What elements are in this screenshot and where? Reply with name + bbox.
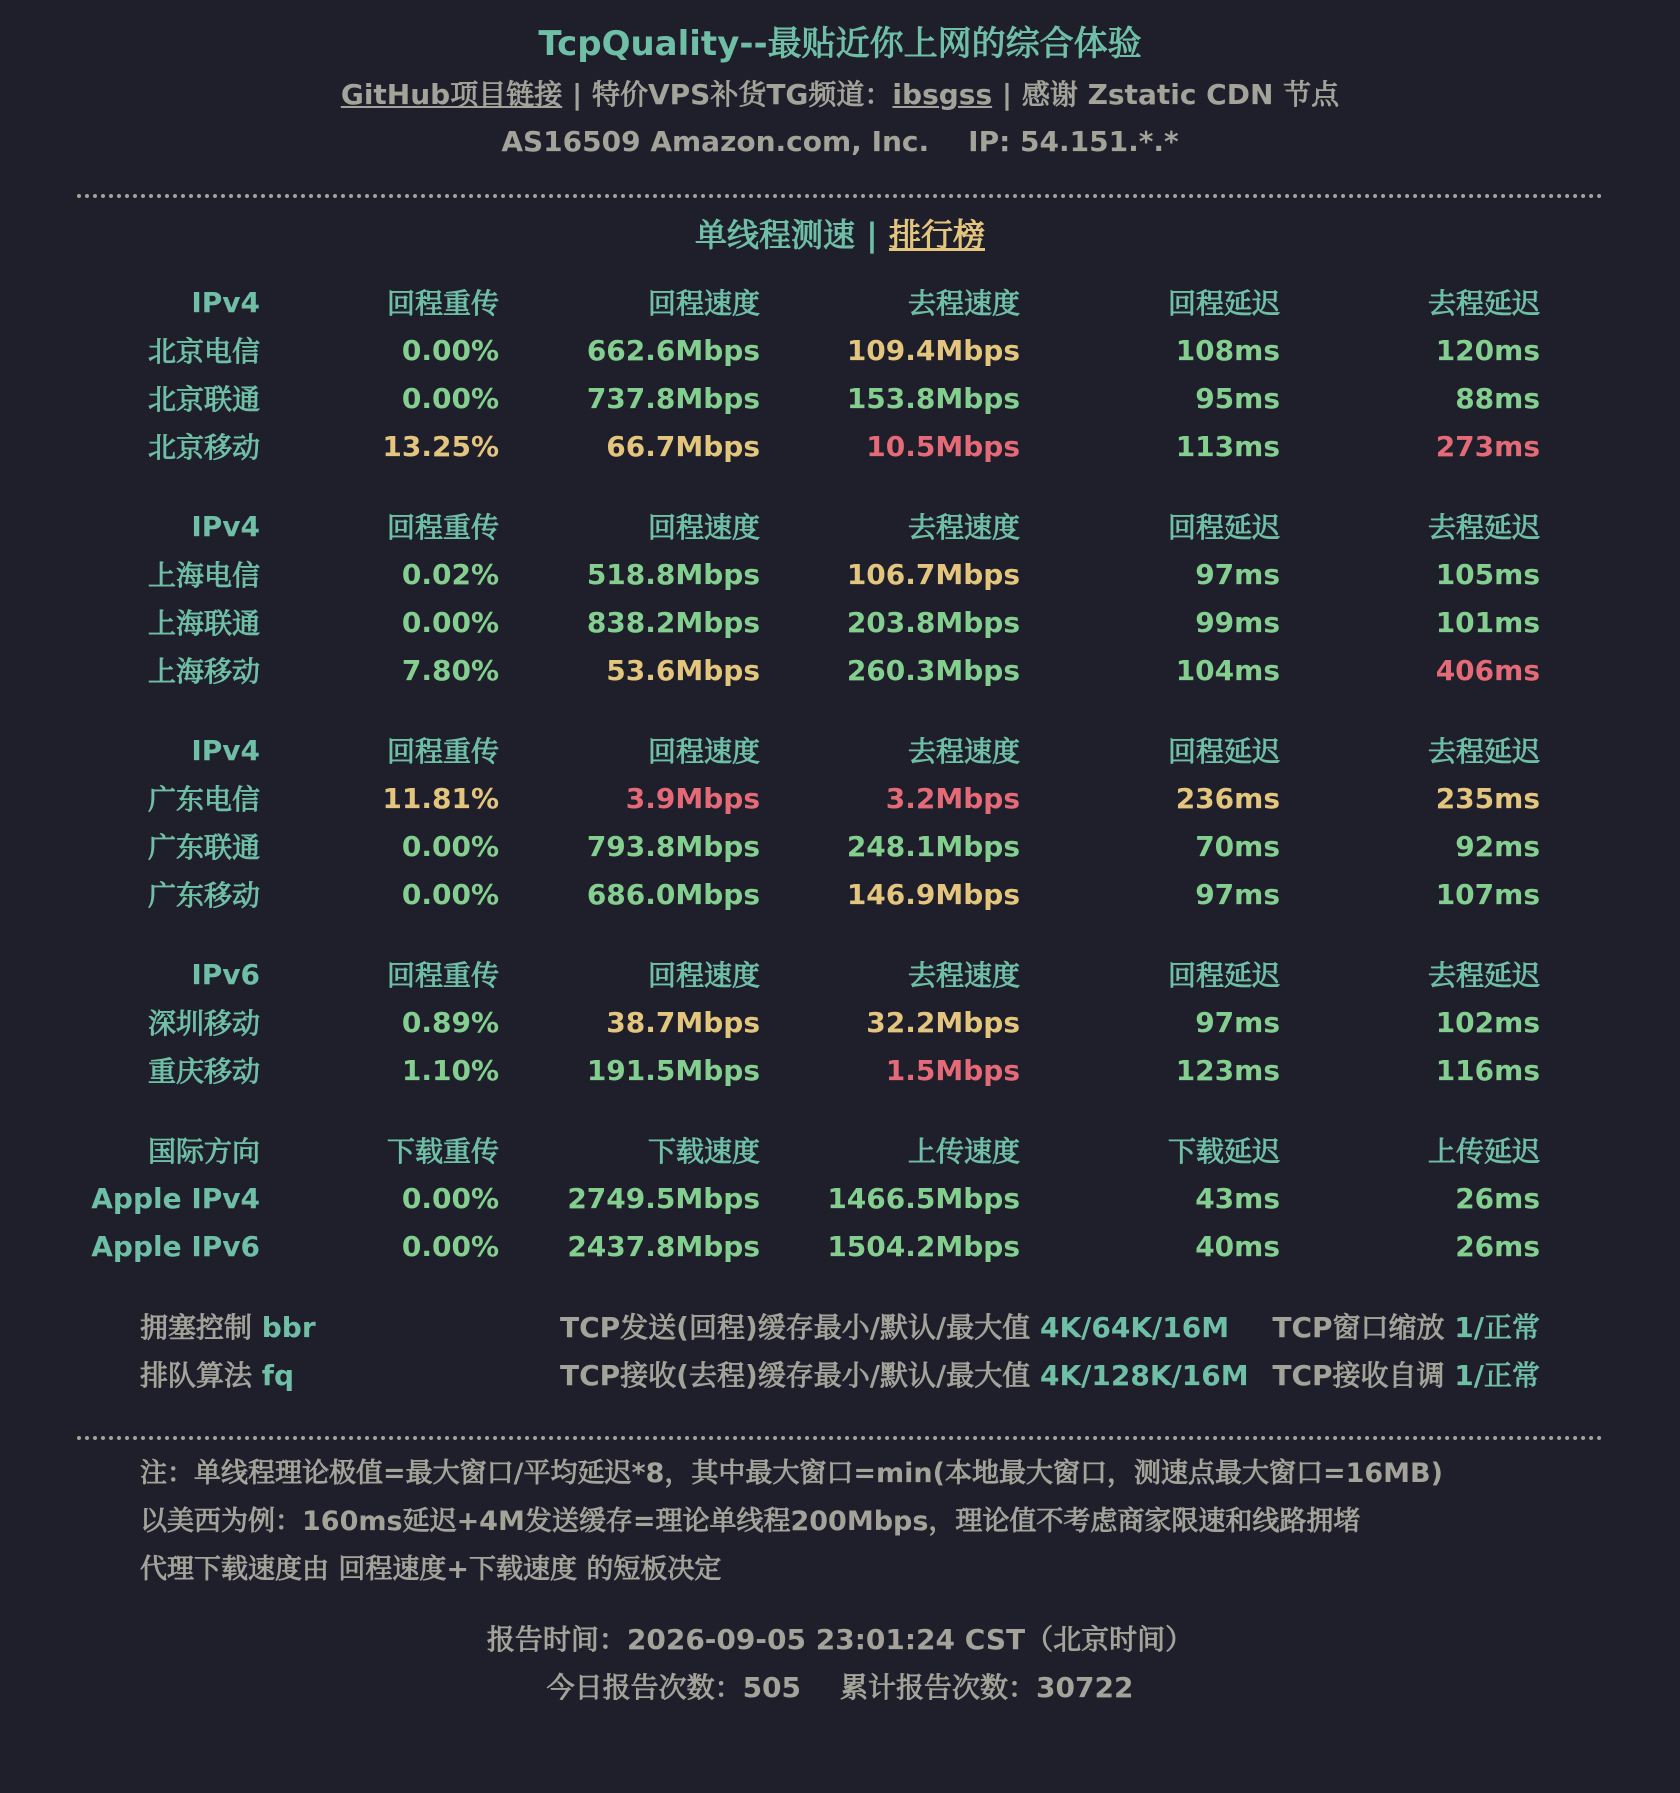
nav-separator: | — [855, 216, 889, 254]
metric-cell: 191.5Mbps — [586, 1053, 760, 1087]
header-links — [0, 70, 1680, 120]
metric-cell: 116ms — [1435, 1053, 1540, 1087]
congestion-control: 拥塞控制 bbr — [140, 1311, 316, 1344]
table-header-row — [0, 502, 1680, 550]
metric-cell: 1504.2Mbps — [827, 1229, 1020, 1263]
metric-cell: 53.6Mbps — [606, 653, 760, 687]
result-group — [0, 726, 1680, 918]
column-header: IPv6 — [191, 957, 260, 991]
table-row — [0, 1222, 1680, 1270]
metric-cell: 92ms — [1455, 829, 1540, 863]
metric-cell: 38.7Mbps — [606, 1005, 760, 1039]
route-name: 北京联通 — [147, 383, 260, 416]
column-header: 回程延迟 — [1167, 511, 1280, 544]
table-row — [0, 822, 1680, 870]
route-name: 广东移动 — [147, 879, 260, 912]
metric-cell: 0.00% — [401, 1229, 499, 1263]
as-info: AS16509 Amazon.com, Inc. — [501, 125, 930, 158]
metric-cell: 406ms — [1435, 653, 1540, 687]
note-line: 注：单线程理论极值=最大窗口/平均延迟*8，其中最大窗口=min(本地最大窗口，测速点最大窗口=16MB) — [140, 1458, 1443, 1489]
metric-cell: 0.00% — [401, 333, 499, 367]
github-link[interactable]: GitHub项目链接 — [340, 78, 563, 111]
window-scale: TCP窗口缩放 1/正常 — [1272, 1311, 1540, 1344]
column-header: 去程速度 — [907, 959, 1020, 992]
column-header: 回程重传 — [386, 959, 499, 992]
route-name: Apple IPv6 — [91, 1229, 260, 1263]
metric-cell: 120ms — [1435, 333, 1540, 367]
column-header: IPv4 — [191, 733, 260, 767]
ip-info: IP: 54.151.*.* — [968, 125, 1179, 158]
metric-cell: 3.9Mbps — [625, 781, 760, 815]
table-row — [0, 646, 1680, 694]
metric-cell: 3.2Mbps — [885, 781, 1020, 815]
queue-algorithm: 排队算法 fq — [140, 1359, 294, 1392]
table-row — [0, 550, 1680, 598]
metric-cell: 104ms — [1175, 653, 1280, 687]
metric-cell: 0.00% — [401, 605, 499, 639]
table-header-row — [0, 726, 1680, 774]
metric-cell: 123ms — [1175, 1053, 1280, 1087]
metric-cell: 153.8Mbps — [846, 381, 1020, 415]
metric-cell: 518.8Mbps — [586, 557, 760, 591]
metric-cell: 0.00% — [401, 381, 499, 415]
column-header: 去程延迟 — [1427, 287, 1540, 320]
column-header: 去程延迟 — [1427, 511, 1540, 544]
column-header: 上传速度 — [907, 1135, 1020, 1168]
metric-cell: 737.8Mbps — [586, 381, 760, 415]
results-tables — [0, 278, 1680, 1270]
report-counts — [0, 1664, 1680, 1712]
today-count: 今日报告次数：505 — [546, 1671, 802, 1704]
system-row — [0, 1350, 1680, 1398]
metric-cell: 32.2Mbps — [866, 1005, 1020, 1039]
route-name: 广东联通 — [147, 831, 260, 864]
metric-cell: 101ms — [1435, 605, 1540, 639]
metric-cell: 97ms — [1195, 1005, 1280, 1039]
page-title: TcpQuality--最贴近你上网的综合体验 — [538, 24, 1142, 64]
table-row — [0, 326, 1680, 374]
metric-cell: 95ms — [1195, 381, 1280, 415]
metric-cell: 108ms — [1175, 333, 1280, 367]
metric-cell: 0.00% — [401, 1181, 499, 1215]
column-header: 去程速度 — [907, 735, 1020, 768]
column-header: 去程速度 — [907, 511, 1020, 544]
table-header-row — [0, 950, 1680, 998]
tg-channel-link[interactable]: ibsgss — [892, 78, 993, 111]
column-header: IPv4 — [191, 509, 260, 543]
metric-cell: 26ms — [1455, 1181, 1540, 1215]
metric-cell: 105ms — [1435, 557, 1540, 591]
metric-cell: 102ms — [1435, 1005, 1540, 1039]
metric-cell: 2749.5Mbps — [567, 1181, 760, 1215]
note-line: 以美西为例：160ms延迟+4M发送缓存=理论单线程200Mbps，理论值不考虑商家限速和线路拥堵 — [140, 1506, 1361, 1537]
column-header: 回程延迟 — [1167, 959, 1280, 992]
metric-cell: 838.2Mbps — [586, 605, 760, 639]
metric-cell: 793.8Mbps — [586, 829, 760, 863]
table-row — [0, 374, 1680, 422]
metric-cell: 40ms — [1195, 1229, 1280, 1263]
table-row — [0, 1174, 1680, 1222]
metric-cell: 26ms — [1455, 1229, 1540, 1263]
metric-cell: 88ms — [1455, 381, 1540, 415]
receive-autotune: TCP接收自调 1/正常 — [1272, 1359, 1540, 1392]
metric-cell: 11.81% — [382, 781, 499, 815]
ranking-link[interactable]: 排行榜 — [888, 216, 985, 254]
metric-cell: 0.02% — [401, 557, 499, 591]
metric-cell: 113ms — [1175, 429, 1280, 463]
route-name: 深圳移动 — [147, 1007, 260, 1040]
total-count: 累计报告次数：30722 — [840, 1671, 1134, 1704]
table-row — [0, 1046, 1680, 1094]
route-name: 上海移动 — [147, 655, 260, 688]
recv-buffer: TCP接收(去程)缓存最小/默认/最大值 4K/128K/16M — [560, 1359, 1249, 1392]
result-group — [0, 502, 1680, 694]
separator: | — [992, 78, 1022, 111]
column-header: 国际方向 — [147, 1135, 260, 1168]
metric-cell: 43ms — [1195, 1181, 1280, 1215]
table-row — [0, 998, 1680, 1046]
table-header-row — [0, 1126, 1680, 1174]
column-header: 回程速度 — [647, 511, 760, 544]
send-buffer: TCP发送(回程)缓存最小/默认/最大值 4K/64K/16M — [560, 1311, 1230, 1344]
metric-cell: 662.6Mbps — [586, 333, 760, 367]
metric-cell: 1.10% — [401, 1053, 499, 1087]
table-row — [0, 422, 1680, 470]
metric-cell: 66.7Mbps — [606, 429, 760, 463]
metric-cell: 7.80% — [401, 653, 499, 687]
result-group — [0, 950, 1680, 1094]
metric-cell: 686.0Mbps — [586, 877, 760, 911]
column-header: 去程延迟 — [1427, 959, 1540, 992]
metric-cell: 2437.8Mbps — [567, 1229, 760, 1263]
metric-cell: 107ms — [1435, 877, 1540, 911]
column-header: 回程延迟 — [1167, 287, 1280, 320]
table-row — [0, 598, 1680, 646]
table-header-row — [0, 278, 1680, 326]
thanks-text: 感谢 Zstatic CDN 节点 — [1021, 78, 1340, 111]
column-header: 下载速度 — [647, 1135, 760, 1168]
route-name: 上海联通 — [147, 607, 260, 640]
metric-cell: 97ms — [1195, 877, 1280, 911]
metric-cell: 273ms — [1435, 429, 1540, 463]
separator: | — [562, 78, 592, 111]
report-time: 报告时间：2026-09-05 23:01:24 CST（北京时间） — [486, 1623, 1194, 1656]
table-row — [0, 774, 1680, 822]
metric-cell: 0.00% — [401, 877, 499, 911]
column-header: 去程延迟 — [1427, 735, 1540, 768]
column-header: 回程重传 — [386, 287, 499, 320]
system-params — [0, 1302, 1680, 1398]
metric-cell: 203.8Mbps — [846, 605, 1020, 639]
route-name: 北京移动 — [147, 431, 260, 464]
vps-text: 特价VPS补货TG频道： — [591, 78, 893, 111]
column-header: 上传延迟 — [1427, 1135, 1540, 1168]
metric-cell: 0.89% — [401, 1005, 499, 1039]
sub-nav — [0, 210, 1680, 260]
dotted-divider — [77, 194, 1603, 198]
notes — [140, 1450, 1680, 1594]
metric-cell: 1.5Mbps — [885, 1053, 1020, 1087]
metric-cell: 1466.5Mbps — [827, 1181, 1020, 1215]
route-name: 上海电信 — [147, 559, 260, 592]
dotted-divider — [77, 1436, 1603, 1440]
metric-cell: 109.4Mbps — [846, 333, 1020, 367]
column-header: 回程速度 — [647, 959, 760, 992]
metric-cell: 106.7Mbps — [846, 557, 1020, 591]
route-name: 重庆移动 — [147, 1055, 260, 1088]
system-row — [0, 1302, 1680, 1350]
metric-cell: 260.3Mbps — [846, 653, 1020, 687]
metric-cell: 248.1Mbps — [846, 829, 1020, 863]
column-header: 下载延迟 — [1167, 1135, 1280, 1168]
result-group — [0, 278, 1680, 470]
report-footer — [0, 1616, 1680, 1712]
column-header: 下载重传 — [386, 1135, 499, 1168]
metric-cell: 97ms — [1195, 557, 1280, 591]
metric-cell: 99ms — [1195, 605, 1280, 639]
column-header: 回程速度 — [647, 287, 760, 320]
metric-cell: 13.25% — [382, 429, 499, 463]
result-group — [0, 1126, 1680, 1270]
column-header: 回程重传 — [386, 735, 499, 768]
route-name: Apple IPv4 — [91, 1181, 260, 1215]
metric-cell: 70ms — [1195, 829, 1280, 863]
table-row — [0, 870, 1680, 918]
metric-cell: 236ms — [1175, 781, 1280, 815]
as-info-line — [0, 120, 1680, 164]
nav-current: 单线程测速 — [695, 216, 856, 254]
page-header — [0, 0, 1680, 164]
column-header: 回程延迟 — [1167, 735, 1280, 768]
column-header: IPv4 — [191, 285, 260, 319]
column-header: 去程速度 — [907, 287, 1020, 320]
metric-cell: 235ms — [1435, 781, 1540, 815]
route-name: 北京电信 — [147, 335, 260, 368]
metric-cell: 0.00% — [401, 829, 499, 863]
column-header: 回程速度 — [647, 735, 760, 768]
metric-cell: 146.9Mbps — [846, 877, 1020, 911]
route-name: 广东电信 — [147, 783, 260, 816]
column-header: 回程重传 — [386, 511, 499, 544]
metric-cell: 10.5Mbps — [866, 429, 1020, 463]
note-line: 代理下载速度由 回程速度+下载速度 的短板决定 — [140, 1554, 722, 1585]
